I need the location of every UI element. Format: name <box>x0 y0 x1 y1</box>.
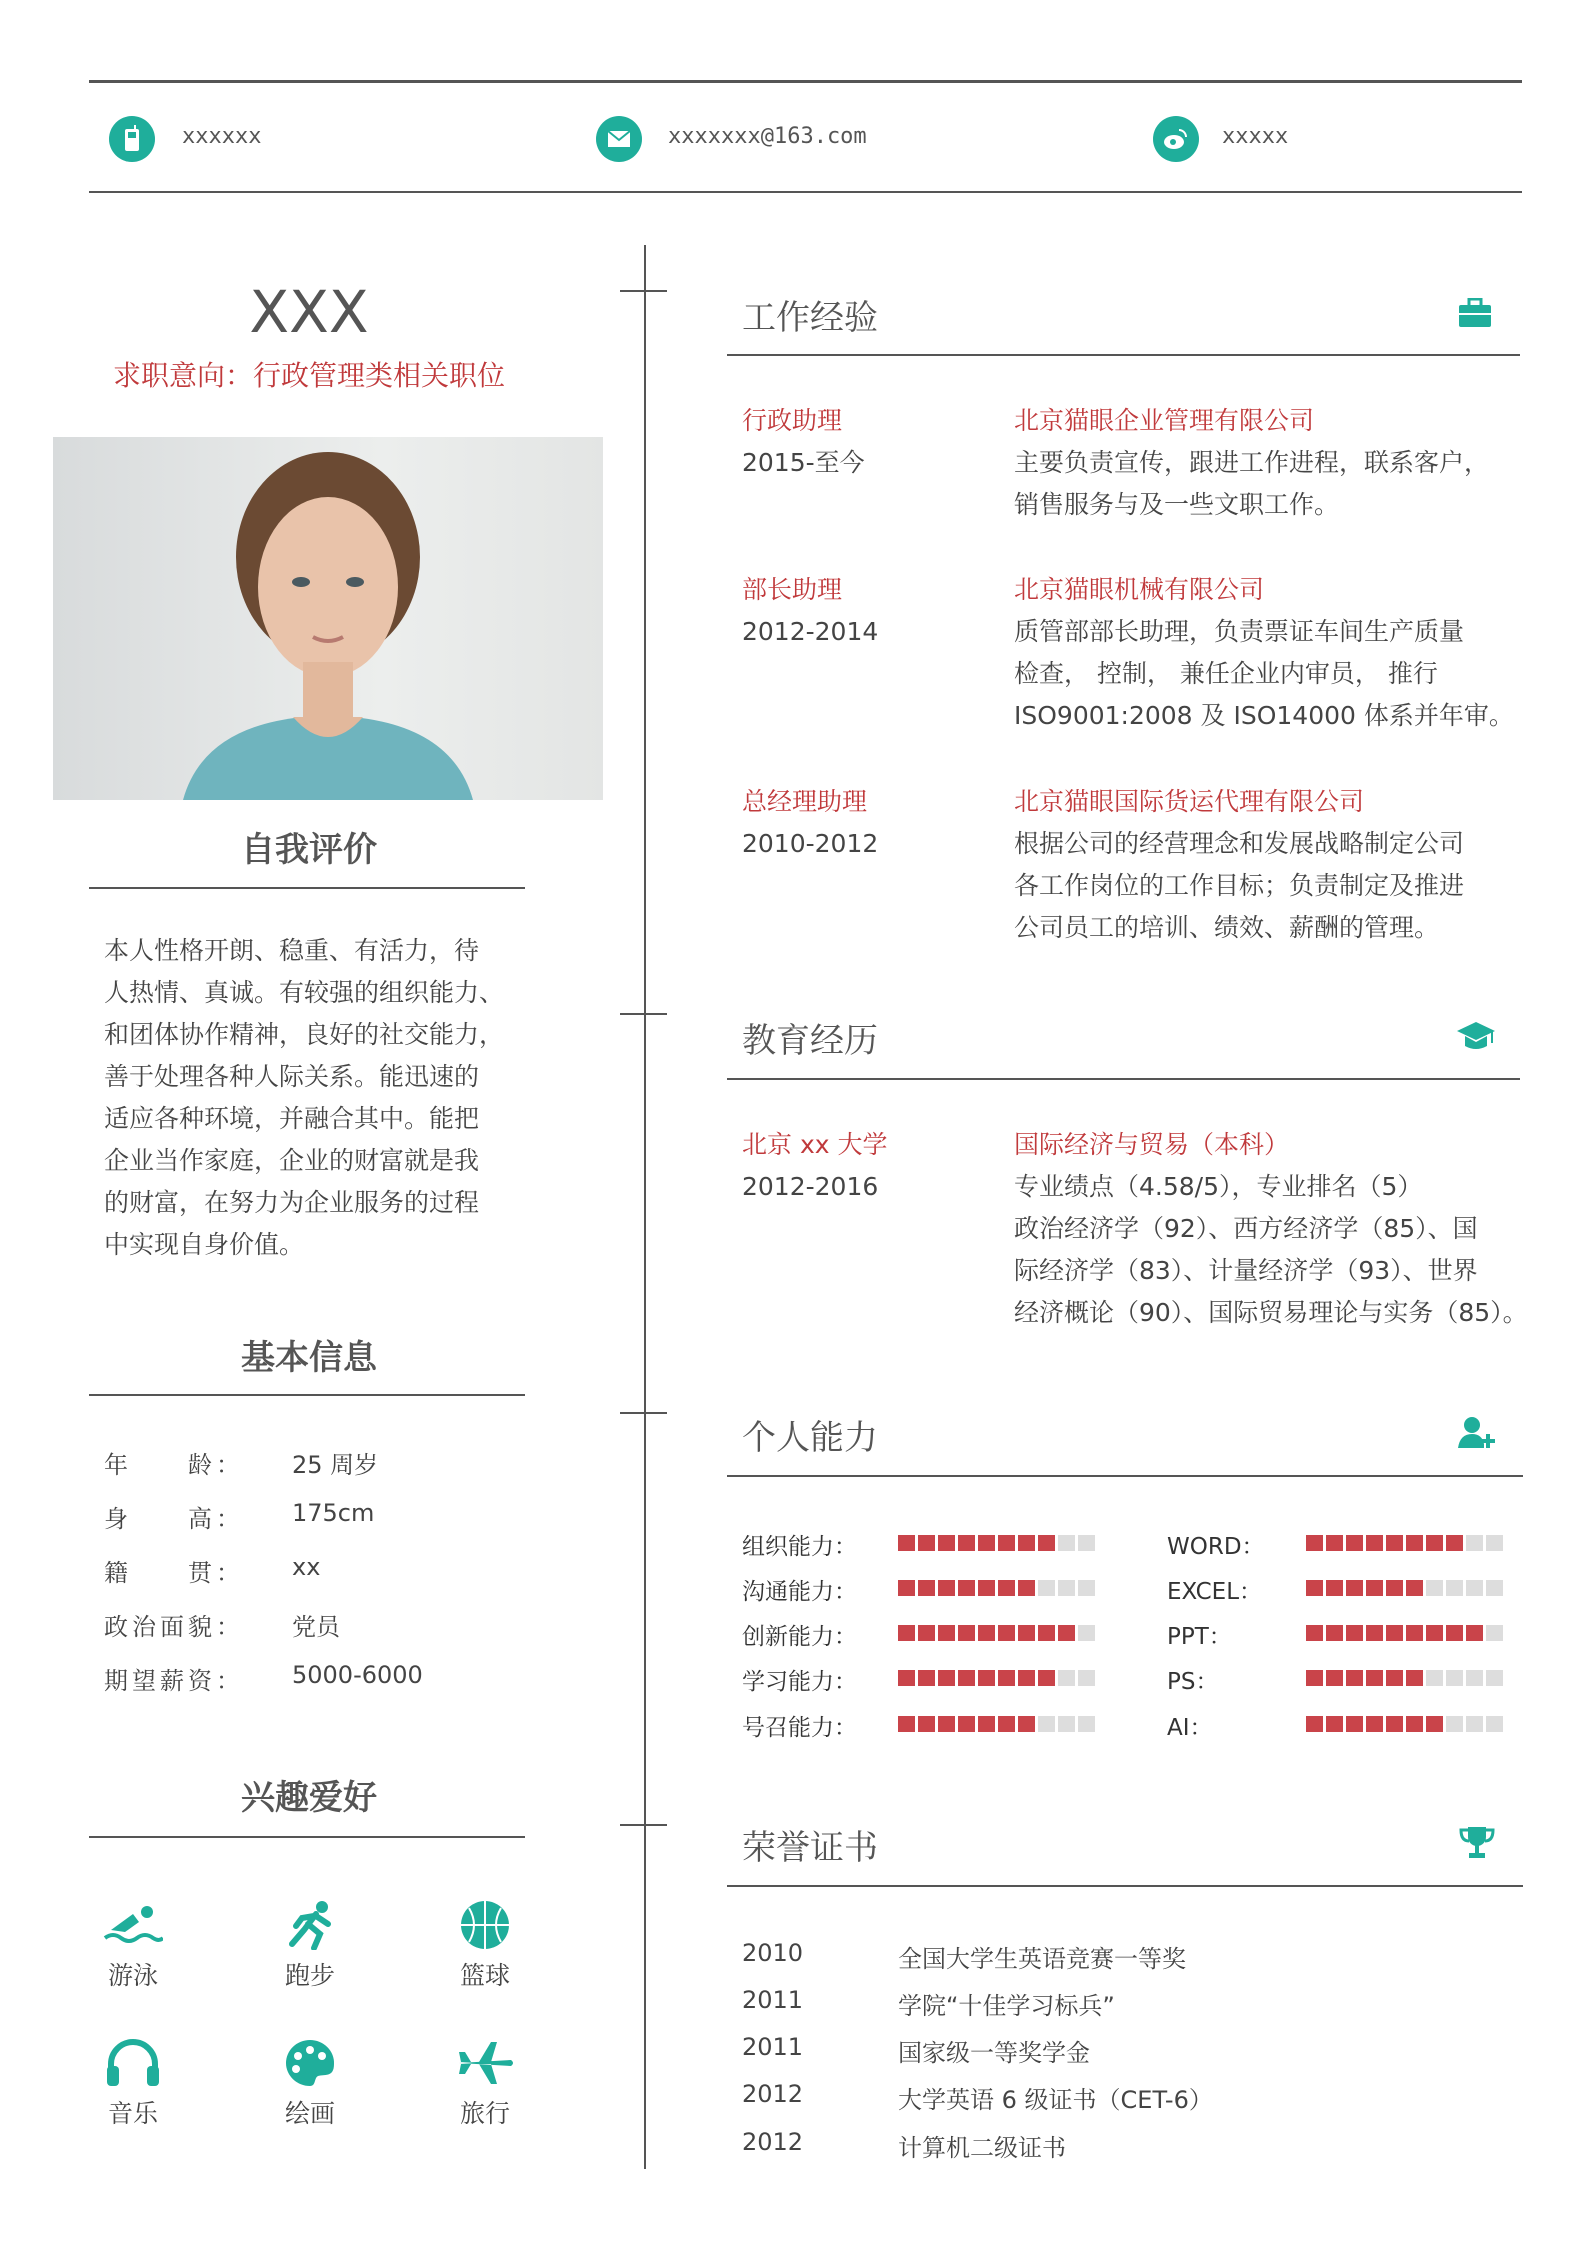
job-detail <box>1014 400 1489 526</box>
hobby-basketball <box>455 1900 515 1992</box>
skill-level-segment <box>918 1716 935 1732</box>
palette-icon <box>280 2038 340 2088</box>
education-detail <box>1014 1124 1528 1334</box>
skill-level-segment <box>918 1625 935 1641</box>
info-label: 期望薪资： <box>104 1667 244 1695</box>
weibo-account: xxxxx <box>1222 124 1289 149</box>
skill-level-segment <box>1326 1625 1343 1641</box>
company-name: 北京猫眼机械有限公司 <box>1014 575 1265 604</box>
skill-level-segment <box>1018 1580 1035 1596</box>
skill-level-segment <box>1366 1716 1383 1732</box>
skill-level-segment <box>1466 1535 1483 1551</box>
honor-year: 2012 <box>742 2080 804 2108</box>
text-line: 中实现自身价值。 <box>104 1230 305 1259</box>
headphones-icon <box>103 2038 163 2088</box>
info-value: xx <box>292 1553 321 1581</box>
text-line: 专业绩点（4.58/5），专业排名（5） <box>1014 1172 1423 1201</box>
skill-level-segment <box>938 1625 955 1641</box>
skill-level-segment <box>1018 1535 1035 1551</box>
skill-level-segment <box>1058 1580 1075 1596</box>
skill-label: 组织能力： <box>742 1534 857 1560</box>
text-line: 公司员工的培训、绩效、薪酬的管理。 <box>1014 913 1440 942</box>
skill-level-segment <box>1466 1580 1483 1596</box>
text-line: 经济概论（90）、国际贸易理论与实务（85）。 <box>1014 1298 1528 1327</box>
skill-level-segment <box>998 1625 1015 1641</box>
school-name: 北京 xx 大学 <box>742 1130 888 1159</box>
info-label: 籍 贯： <box>104 1559 244 1587</box>
skill-level-segment <box>898 1535 915 1551</box>
job-objective: 求职意向：行政管理类相关职位 <box>112 359 506 392</box>
basic-info-heading: 基本信息 <box>241 1338 377 1378</box>
skill-level-segment <box>898 1670 915 1686</box>
skill-level-segment <box>1426 1670 1443 1686</box>
skill-level-segment <box>1486 1716 1503 1732</box>
profile-photo <box>53 437 603 800</box>
text-line: 和团体协作精神，良好的社交能力， <box>104 1020 505 1049</box>
email-icon <box>596 116 642 162</box>
skill-label: PS： <box>1167 1669 1219 1695</box>
skill-level-segment <box>1386 1535 1403 1551</box>
skills-heading: 个人能力 <box>742 1418 878 1458</box>
skill-level-segment <box>1326 1670 1343 1686</box>
skill-level-segment <box>1306 1535 1323 1551</box>
text-line: 根据公司的经营理念和发展战略制定公司 <box>1014 829 1465 858</box>
skill-level-segment <box>1038 1625 1055 1641</box>
divider <box>727 1885 1523 1887</box>
hobby-painting <box>280 2038 340 2130</box>
skill-level-segment <box>1466 1716 1483 1732</box>
skill-level-segment <box>918 1670 935 1686</box>
divider <box>727 354 1520 356</box>
hobby-label: 篮球 <box>459 1961 510 1990</box>
skill-level-segment <box>1386 1580 1403 1596</box>
skill-level-bar <box>1306 1580 1503 1596</box>
skill-level-segment <box>938 1580 955 1596</box>
skill-level-segment <box>1446 1670 1463 1686</box>
info-value: 25 周岁 <box>292 1451 379 1479</box>
hobby-music <box>103 2038 163 2130</box>
skill-level-segment <box>1486 1535 1503 1551</box>
honor-title: 计算机二级证书 <box>898 2134 1066 2162</box>
text-line: 质管部部长助理，负责票证车间生产质量 <box>1014 617 1465 646</box>
skill-level-segment <box>1426 1535 1443 1551</box>
text-line: ISO9001:2008 及 ISO14000 体系并年审。 <box>1014 701 1514 730</box>
company-name: 北京猫眼企业管理有限公司 <box>1014 406 1315 435</box>
skill-level-segment <box>918 1535 935 1551</box>
skill-level-segment <box>1306 1580 1323 1596</box>
text-line: 适应各种环境，并融合其中。能把 <box>104 1104 480 1133</box>
skill-level-bar <box>898 1670 1095 1686</box>
skill-level-segment <box>1306 1670 1323 1686</box>
airplane-icon <box>455 2038 515 2088</box>
skill-level-segment <box>1058 1535 1075 1551</box>
divider <box>727 1078 1520 1080</box>
skill-level-segment <box>1386 1670 1403 1686</box>
skill-level-segment <box>1446 1716 1463 1732</box>
trophy-icon <box>1459 1825 1495 1861</box>
info-label: 身 高： <box>104 1505 244 1533</box>
education-heading: 教育经历 <box>742 1021 878 1061</box>
top-divider <box>89 80 1522 83</box>
honor-year: 2011 <box>742 1986 804 2014</box>
honor-year: 2011 <box>742 2033 804 2061</box>
text-line: 政治经济学（92）、西方经济学（85）、国 <box>1014 1214 1478 1243</box>
skill-level-segment <box>1426 1580 1443 1596</box>
hobby-label: 绘画 <box>284 2099 335 2128</box>
skill-level-segment <box>1078 1625 1095 1641</box>
phone-icon <box>109 116 155 162</box>
timeline-tick <box>620 290 667 292</box>
skill-level-segment <box>1018 1716 1035 1732</box>
timeline-tick <box>620 1412 667 1414</box>
skill-level-segment <box>1466 1670 1483 1686</box>
job-period: 2010-2012 <box>742 829 879 858</box>
skill-level-segment <box>1326 1716 1343 1732</box>
skill-level-segment <box>1386 1625 1403 1641</box>
weibo-icon <box>1153 116 1199 162</box>
email-address: xxxxxxx@163.com <box>668 124 867 149</box>
skill-level-segment <box>958 1580 975 1596</box>
skill-level-segment <box>1406 1716 1423 1732</box>
skill-label: 学习能力： <box>742 1669 857 1695</box>
job-title: 部长助理 <box>742 575 843 604</box>
job-title: 行政助理 <box>742 406 843 435</box>
basketball-icon <box>455 1900 515 1950</box>
skill-level-segment <box>898 1580 915 1596</box>
skill-level-segment <box>898 1716 915 1732</box>
skill-label: PPT： <box>1167 1624 1232 1650</box>
skill-level-segment <box>1038 1716 1055 1732</box>
hobbies-heading: 兴趣爱好 <box>241 1778 377 1818</box>
text-line: 检查， 控制， 兼任企业内审员， 推行 <box>1014 659 1438 688</box>
skill-label: WORD： <box>1167 1534 1265 1560</box>
skill-level-segment <box>1486 1580 1503 1596</box>
text-line: 销售服务与及一些文职工作。 <box>1014 490 1340 519</box>
text-line: 本人性格开朗、稳重、有活力，待 <box>104 936 480 965</box>
skill-label: 沟通能力： <box>742 1579 857 1605</box>
swimming-icon <box>103 1900 163 1950</box>
job-title: 总经理助理 <box>742 787 868 816</box>
honor-title: 全国大学生英语竞赛一等奖 <box>898 1945 1186 1973</box>
honor-title: 大学英语 6 级证书（CET-6） <box>898 2086 1213 2114</box>
skill-level-segment <box>978 1716 995 1732</box>
skill-level-segment <box>958 1716 975 1732</box>
text-line: 的财富，在努力为企业服务的过程 <box>104 1188 480 1217</box>
skill-level-segment <box>1366 1670 1383 1686</box>
text-line: 善于处理各种人际关系。能迅速的 <box>104 1062 480 1091</box>
text-line: 人热情、真诚。有较强的组织能力、 <box>104 978 505 1007</box>
hobby-travel <box>455 2038 515 2130</box>
job-period: 2015-至今 <box>742 448 865 477</box>
skill-level-segment <box>938 1670 955 1686</box>
skill-level-segment <box>1078 1716 1095 1732</box>
text-line: 各工作岗位的工作目标；负责制定及推进 <box>1014 871 1465 900</box>
skill-level-segment <box>1078 1580 1095 1596</box>
skill-level-segment <box>1078 1535 1095 1551</box>
skill-level-segment <box>1018 1625 1035 1641</box>
timeline-tick <box>620 1013 667 1015</box>
hobby-label: 跑步 <box>284 1961 335 1990</box>
skill-level-segment <box>898 1625 915 1641</box>
briefcase-icon <box>1458 298 1492 328</box>
skill-level-segment <box>1406 1625 1423 1641</box>
honor-year: 2012 <box>742 2128 804 2156</box>
skill-level-bar <box>1306 1535 1503 1551</box>
skill-label: 号召能力： <box>742 1715 857 1741</box>
skill-level-bar <box>898 1716 1095 1732</box>
skill-level-segment <box>1038 1670 1055 1686</box>
skill-level-segment <box>1058 1670 1075 1686</box>
honor-year: 2010 <box>742 1939 804 1967</box>
info-value: 175cm <box>292 1499 375 1527</box>
skill-level-segment <box>1038 1535 1055 1551</box>
skill-level-segment <box>1078 1670 1095 1686</box>
running-icon <box>280 1900 340 1950</box>
skill-level-segment <box>918 1580 935 1596</box>
skill-label: 创新能力： <box>742 1624 857 1650</box>
skill-level-segment <box>998 1580 1015 1596</box>
skill-level-segment <box>998 1535 1015 1551</box>
info-value: 党员 <box>292 1613 340 1641</box>
skill-level-segment <box>1346 1535 1363 1551</box>
skill-level-segment <box>978 1580 995 1596</box>
contact-divider <box>89 191 1522 193</box>
hobby-swimming <box>103 1900 163 1992</box>
text-line: 主要负责宣传，跟进工作进程，联系客户， <box>1014 448 1490 477</box>
skill-level-segment <box>1366 1580 1383 1596</box>
skill-level-segment <box>1426 1716 1443 1732</box>
timeline <box>644 245 646 2169</box>
hobby-label: 音乐 <box>107 2099 158 2128</box>
skill-level-bar <box>898 1535 1095 1551</box>
skill-level-segment <box>1346 1716 1363 1732</box>
skill-level-segment <box>1326 1580 1343 1596</box>
skill-level-bar <box>1306 1670 1503 1686</box>
skill-level-segment <box>978 1535 995 1551</box>
divider <box>89 887 525 889</box>
skill-level-segment <box>1326 1535 1343 1551</box>
skill-level-segment <box>1058 1625 1075 1641</box>
skill-level-segment <box>958 1670 975 1686</box>
skill-level-segment <box>1306 1716 1323 1732</box>
skill-level-segment <box>1346 1625 1363 1641</box>
skill-level-segment <box>998 1716 1015 1732</box>
skill-level-bar <box>1306 1625 1503 1641</box>
skill-level-bar <box>898 1580 1095 1596</box>
job-detail <box>1014 569 1514 737</box>
skill-level-segment <box>1486 1625 1503 1641</box>
hobby-label: 旅行 <box>459 2099 510 2128</box>
skill-level-segment <box>978 1670 995 1686</box>
self-eval-text <box>104 930 504 1266</box>
skill-level-segment <box>938 1716 955 1732</box>
skill-label: EXCEL： <box>1167 1579 1263 1605</box>
skill-level-segment <box>978 1625 995 1641</box>
info-label: 年 龄： <box>104 1451 244 1479</box>
skill-level-segment <box>1346 1670 1363 1686</box>
add-user-icon <box>1458 1416 1496 1450</box>
info-value: 5000-6000 <box>292 1661 423 1689</box>
divider <box>727 1475 1523 1477</box>
skill-level-segment <box>1406 1535 1423 1551</box>
skill-level-segment <box>1366 1535 1383 1551</box>
skill-level-bar <box>898 1625 1095 1641</box>
timeline-tick <box>620 1824 667 1826</box>
skill-level-segment <box>1366 1625 1383 1641</box>
skill-level-bar <box>1306 1716 1503 1732</box>
skill-level-segment <box>998 1670 1015 1686</box>
skill-level-segment <box>1406 1670 1423 1686</box>
skill-level-segment <box>1058 1716 1075 1732</box>
skill-level-segment <box>1346 1580 1363 1596</box>
skill-label: AI： <box>1167 1715 1213 1741</box>
skill-level-segment <box>1446 1625 1463 1641</box>
honor-title: 国家级一等奖学金 <box>898 2039 1090 2067</box>
skill-level-segment <box>1446 1580 1463 1596</box>
honors-heading: 荣誉证书 <box>742 1828 878 1868</box>
skill-level-segment <box>1306 1625 1323 1641</box>
skill-level-segment <box>958 1535 975 1551</box>
work-heading: 工作经验 <box>742 298 878 338</box>
text-line: 际经济学（83）、计量经济学（93）、世界 <box>1014 1256 1478 1285</box>
job-detail <box>1014 781 1464 949</box>
skill-level-segment <box>938 1535 955 1551</box>
hobby-running <box>280 1900 340 1992</box>
self-eval-heading: 自我评价 <box>241 830 377 870</box>
candidate-name: XXX <box>249 278 369 346</box>
text-line: 企业当作家庭，企业的财富就是我 <box>104 1146 480 1175</box>
skill-level-segment <box>1446 1535 1463 1551</box>
graduation-cap-icon <box>1456 1020 1496 1052</box>
phone-number: xxxxxx <box>182 124 262 149</box>
hobby-label: 游泳 <box>107 1961 158 1990</box>
company-name: 北京猫眼国际货运代理有限公司 <box>1014 787 1365 816</box>
skill-level-segment <box>1386 1716 1403 1732</box>
major: 国际经济与贸易（本科） <box>1014 1130 1290 1159</box>
honor-title: 学院“十佳学习标兵” <box>898 1992 1115 2020</box>
skill-level-segment <box>1038 1580 1055 1596</box>
skill-level-segment <box>1018 1670 1035 1686</box>
skill-level-segment <box>1486 1670 1503 1686</box>
skill-level-segment <box>1406 1580 1423 1596</box>
divider <box>89 1836 525 1838</box>
divider <box>89 1394 525 1396</box>
info-label: 政治面貌： <box>104 1613 244 1641</box>
job-period: 2012-2014 <box>742 617 879 646</box>
skill-level-segment <box>1466 1625 1483 1641</box>
skill-level-segment <box>958 1625 975 1641</box>
education-period: 2012-2016 <box>742 1172 879 1201</box>
skill-level-segment <box>1426 1625 1443 1641</box>
